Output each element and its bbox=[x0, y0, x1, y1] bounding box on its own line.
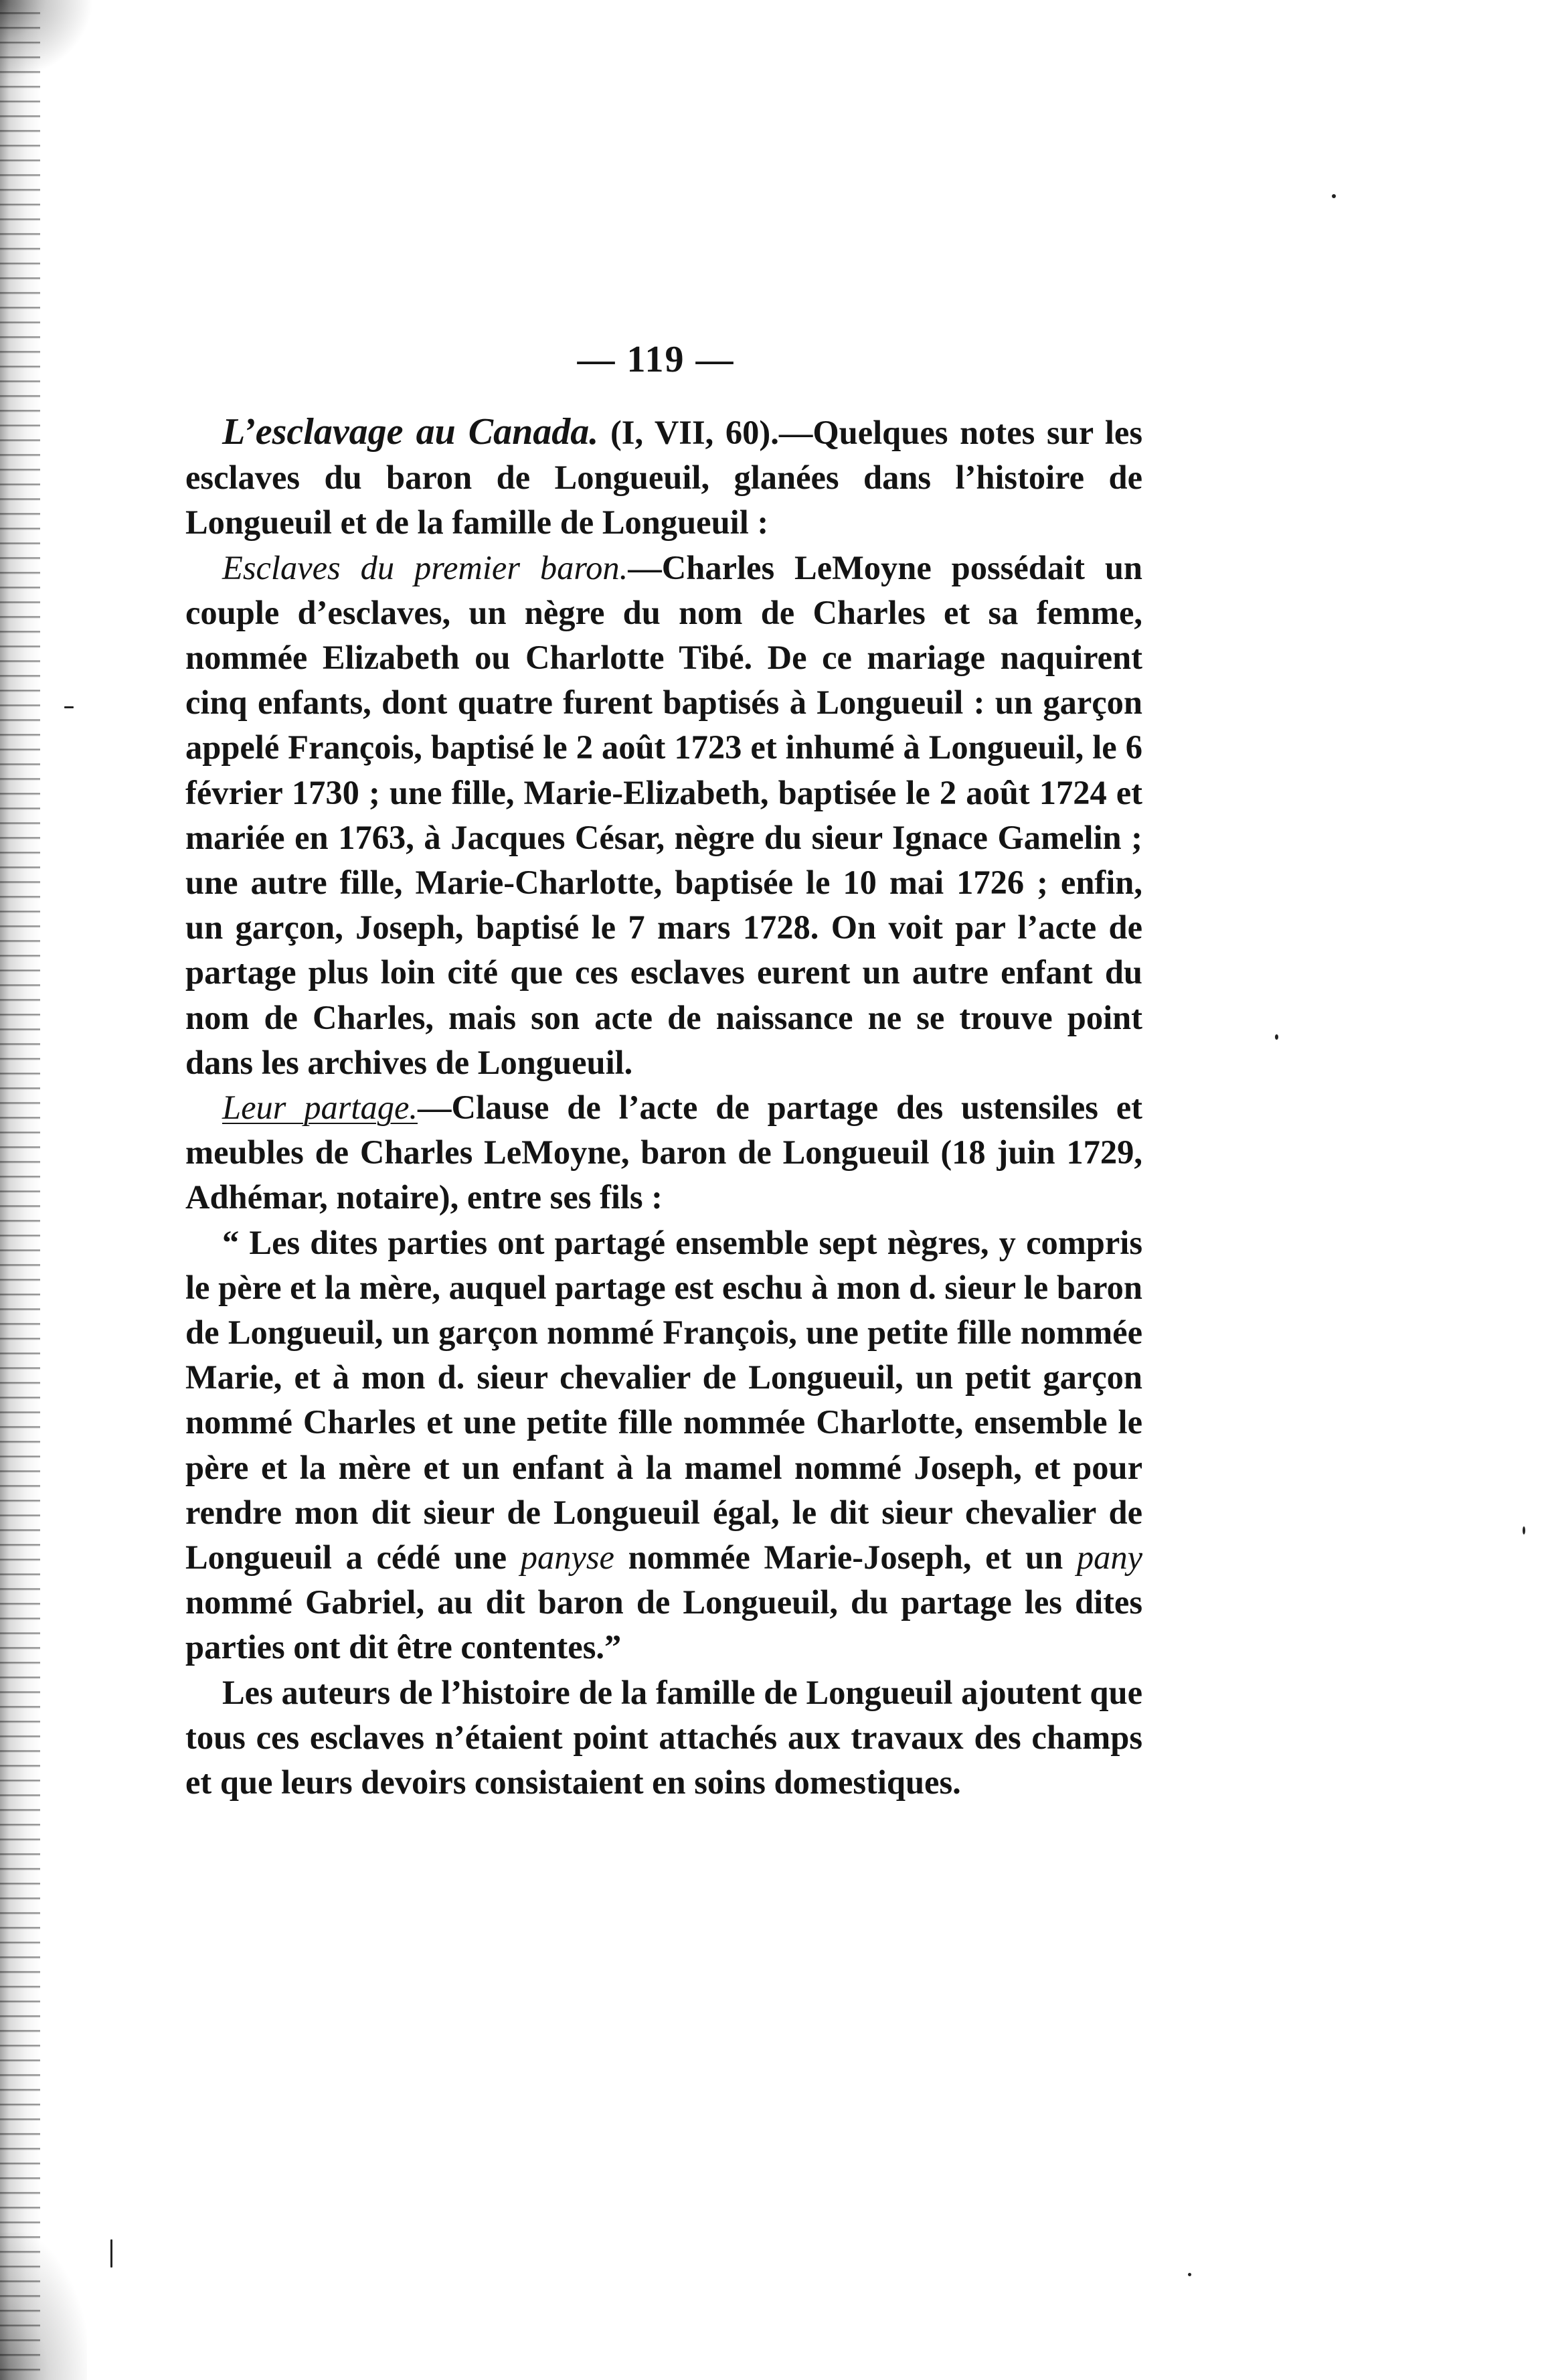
scan-speck bbox=[64, 706, 74, 708]
scan-speck bbox=[110, 2239, 112, 2268]
scan-edge-shadow bbox=[0, 0, 40, 2380]
quote-text: nommée Marie-Joseph, et un bbox=[614, 1538, 1077, 1577]
quote-italic-term: pany bbox=[1076, 1538, 1142, 1577]
article-title: L’esclavage au Canada. bbox=[222, 411, 599, 453]
paragraph-intro bbox=[185, 410, 1142, 546]
paragraph-text: Les auteurs de l’histoire de la famille de Longueuil ajoutent que tous ces esclaves n’étaient point attachés aux travaux des champs et que leurs devoirs consistaient en soins domestiques. bbox=[185, 1673, 1142, 1802]
paragraph-first-baron bbox=[185, 546, 1142, 1085]
scan-corner-shadow-bottom bbox=[0, 2233, 87, 2380]
scan-speck bbox=[1275, 1034, 1278, 1040]
section-label-first-baron: Esclaves du premier baron. bbox=[222, 548, 628, 586]
paragraph-text: —Charles LeMoyne possédait un couple d’esclaves, un nègre du nom de Charles et sa femme, nommée Elizabeth ou Charlotte Tibé. De ce mariage naquirent cinq enfants, dont quatre furent baptisés à Longueuil : un garçon appelé François, baptisé le 2 août 1723 et inhumé à Longueuil, le 6 février 1730 ; une fille, Marie-Elizabeth, baptisée le 2 août 1724 et mariée en 1763, à Jacques César, nègre du sieur Ignace Gamelin ; une autre fille, Marie-Charlotte, baptisée le 10 mai 1726 ; enfin, un garçon, Joseph, baptisé le 7 mars 1728. On voit par l’acte de partage plus loin cité que ces esclaves eurent un autre enfant du nom de Charles, mais son acte de naissance ne se trouve point dans les archives de Longueuil. bbox=[185, 548, 1142, 1081]
article-reference: (I, VII, 60).—Quelques notes sur les esclaves du baron de Longueuil, glanées dans l’histoire de Longueuil et de la famille de Longueuil : bbox=[185, 414, 1142, 542]
body-text bbox=[185, 410, 1142, 1805]
paragraph-conclusion bbox=[185, 1670, 1142, 1806]
scan-speck bbox=[1523, 1526, 1525, 1534]
scan-corner-shadow bbox=[0, 0, 94, 80]
quote-text: “ Les dites parties ont partagé ensemble sept nègres, y compris le père et la mère, auquel partage est eschu à mon d. sieur le baron de Longueuil, un garçon nommé François, une petite fille nommée Marie, et à mon d. sieur chevalier de Longueuil, un petit garçon nommé Charles et une petite fille nommée Charlotte, ensemble le père et la mère et un enfant à la mamel nommé Joseph, et pour rendre mon dit sieur de Longueuil égal, le dit sieur chevalier de Longueuil a cédé une bbox=[185, 1223, 1142, 1577]
paragraph-text: —Clause de l’acte de partage des ustensiles et meubles de Charles LeMoyne, baron de Longueuil (18 juin 1729, Adhémar, notaire), entre ses fils : bbox=[185, 1089, 1143, 1216]
quote-text: nommé Gabriel, au dit baron de Longueuil, du partage les dites parties ont dit être contentes.” bbox=[185, 1583, 1142, 1666]
scan-speck bbox=[1332, 194, 1336, 198]
paragraph-quote bbox=[185, 1220, 1142, 1670]
scan-speck bbox=[1188, 2273, 1191, 2276]
paragraph-partage bbox=[185, 1085, 1142, 1220]
section-label-partage: Leur partage. bbox=[222, 1089, 418, 1127]
page-number: — 119 — bbox=[577, 339, 735, 380]
quote-italic-term: panyse bbox=[520, 1538, 614, 1577]
